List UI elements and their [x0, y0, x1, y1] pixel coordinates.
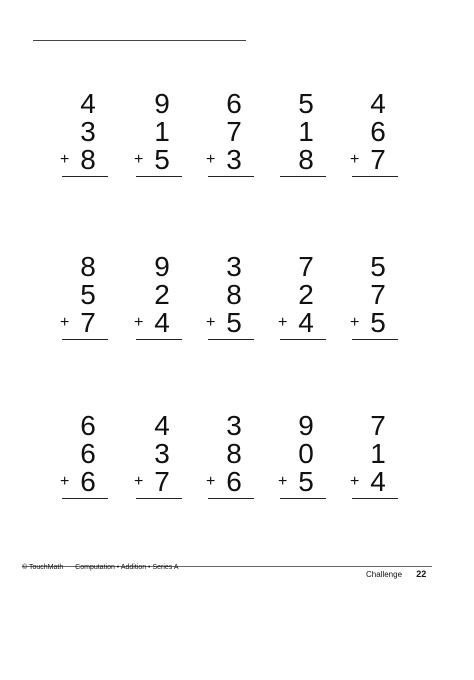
addend-top: 8 [80, 251, 96, 282]
addend-middle: 1 [370, 438, 386, 469]
addend-top: 3 [226, 251, 242, 282]
answer-line [136, 498, 182, 499]
addend-bottom: 4 [298, 307, 314, 338]
addend-bottom: 6 [226, 466, 242, 497]
plus-sign: + [206, 151, 216, 168]
addend-top: 4 [370, 88, 386, 119]
problem-5 [350, 90, 398, 190]
plus-sign: + [350, 473, 360, 490]
addend-bottom: 5 [370, 307, 386, 338]
plus-sign: + [60, 314, 70, 331]
problem-14 [278, 412, 326, 512]
addend-middle: 1 [298, 116, 314, 147]
answer-line [280, 498, 326, 499]
plus-sign: + [60, 473, 70, 490]
addend-top: 9 [154, 251, 170, 282]
problem-1 [60, 90, 108, 190]
addend-bottom: 7 [80, 307, 96, 338]
addend-bottom: 5 [298, 466, 314, 497]
answer-line [280, 176, 326, 177]
plus-sign: + [60, 151, 70, 168]
plus-sign: + [134, 473, 144, 490]
answer-line [352, 339, 398, 340]
addend-bottom: 3 [226, 144, 242, 175]
addend-bottom: 7 [154, 466, 170, 497]
problem-3 [206, 90, 254, 190]
addend-top: 5 [298, 88, 314, 119]
addend-bottom: 7 [370, 144, 386, 175]
answer-line [280, 339, 326, 340]
addend-middle: 7 [226, 116, 242, 147]
addend-middle: 3 [80, 116, 96, 147]
page-number: 22 [416, 569, 427, 579]
addend-bottom: 5 [226, 307, 242, 338]
addend-top: 6 [226, 88, 242, 119]
addend-bottom: 8 [80, 144, 96, 175]
plus-sign: + [134, 314, 144, 331]
plus-sign: + [350, 314, 360, 331]
footer-credits [22, 564, 189, 571]
addend-bottom: 8 [298, 144, 314, 175]
answer-line [208, 498, 254, 499]
series-text: Computation • Addition • Series A [75, 564, 179, 571]
problem-15 [350, 412, 398, 512]
answer-line [136, 339, 182, 340]
copyright-text: © TouchMath [22, 564, 64, 571]
answer-line [62, 339, 108, 340]
addend-middle: 2 [154, 279, 170, 310]
plus-sign: + [134, 151, 144, 168]
answer-line [208, 176, 254, 177]
problem-7 [134, 253, 182, 353]
addend-top: 5 [370, 251, 386, 282]
problem-12 [134, 412, 182, 512]
plus-sign: + [206, 473, 216, 490]
plus-sign: + [206, 314, 216, 331]
problem-13 [206, 412, 254, 512]
addend-top: 7 [298, 251, 314, 282]
addend-top: 7 [370, 410, 386, 441]
addend-top: 3 [226, 410, 242, 441]
answer-line [62, 176, 108, 177]
problem-10 [350, 253, 398, 353]
addend-top: 9 [154, 88, 170, 119]
problem-11 [60, 412, 108, 512]
footer-page-info [366, 569, 426, 579]
addend-top: 9 [298, 410, 314, 441]
addend-top: 4 [80, 88, 96, 119]
plus-sign: + [350, 151, 360, 168]
problem-2 [134, 90, 182, 190]
answer-line [352, 176, 398, 177]
name-line [33, 40, 246, 41]
problem-8 [206, 253, 254, 353]
addend-top: 4 [154, 410, 170, 441]
answer-line [136, 176, 182, 177]
addend-middle: 8 [226, 438, 242, 469]
addend-middle: 1 [154, 116, 170, 147]
addend-bottom: 6 [80, 466, 96, 497]
addend-middle: 3 [154, 438, 170, 469]
addend-middle: 2 [298, 279, 314, 310]
problem-9 [278, 253, 326, 353]
answer-line [352, 498, 398, 499]
answer-line [62, 498, 108, 499]
addend-middle: 8 [226, 279, 242, 310]
addend-middle: 5 [80, 279, 96, 310]
addend-middle: 7 [370, 279, 386, 310]
problem-6 [60, 253, 108, 353]
level-label: Challenge [366, 570, 403, 579]
plus-sign: + [278, 314, 288, 331]
answer-line [208, 339, 254, 340]
addend-top: 6 [80, 410, 96, 441]
addend-middle: 0 [298, 438, 314, 469]
addend-middle: 6 [80, 438, 96, 469]
addend-bottom: 4 [370, 466, 386, 497]
plus-sign: + [278, 473, 288, 490]
addend-bottom: 4 [154, 307, 170, 338]
addend-middle: 6 [370, 116, 386, 147]
addend-bottom: 5 [154, 144, 170, 175]
problem-4 [278, 90, 326, 190]
